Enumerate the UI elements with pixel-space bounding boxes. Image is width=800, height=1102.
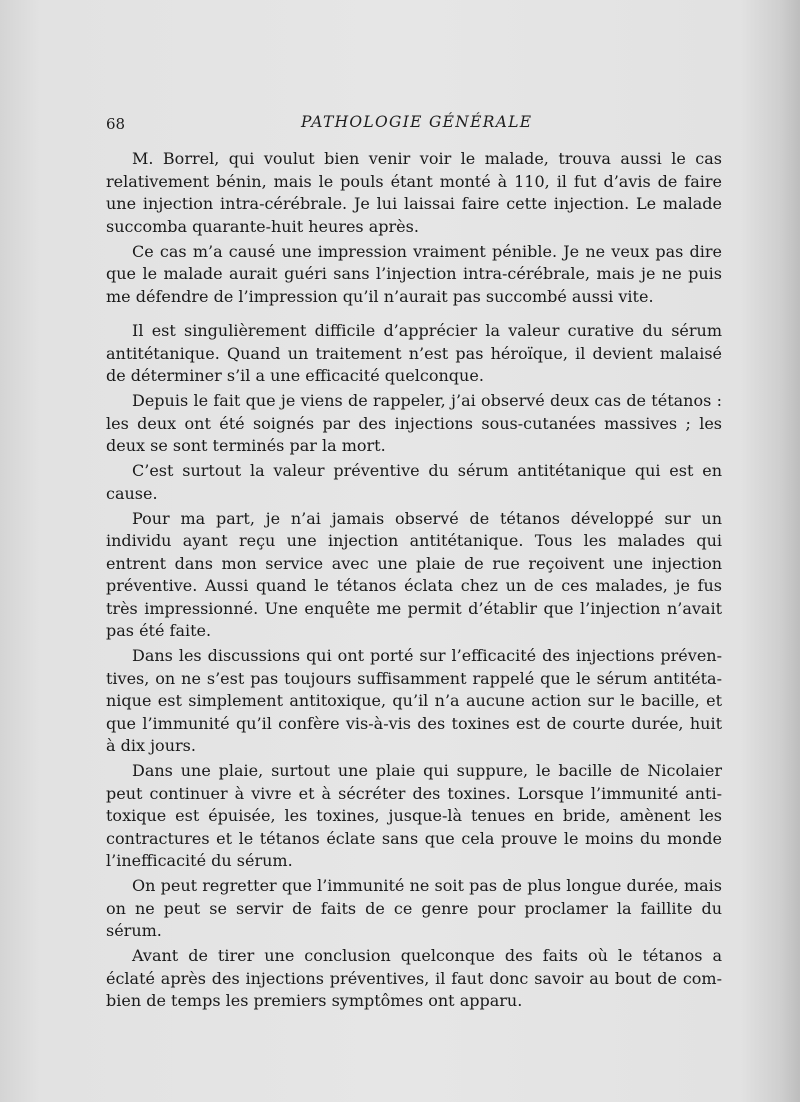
paragraph: Pour ma part, je n’ai jamais observé de tétanos développé sur un individu ayant reçu une injection antitétanique. Tous les malades qui entrent dans mon service avec une plaie de rue reçoivent une injection préventive. Aussi quand le tétanos éclata chez un de ces malades, je fus très impressionné. Une enquête me permit d’établir que l’injection n’avait pas été faite. (106, 508, 722, 640)
running-title: PATHOLOGIE GÉNÉRALE (301, 113, 533, 131)
paragraph: Avant de tirer une conclusion quelconque des faits où le tétanos a éclaté après des injections préventives, il faut donc savoir au bout de combien de temps les premiers symptômes ont apparu. (106, 946, 722, 1010)
paragraph: On peut regretter que l’immunité ne soit pas de plus longue durée, mais on ne peut se servir de faits de ce genre pour proclamer la faillite du sérum. (106, 876, 722, 940)
page-header (106, 113, 722, 137)
paragraph: Ce cas m’a causé une impression vraiment pénible. Je ne veux pas dire que le malade aurait guéri sans l’injection intra-cérébrale, mais je ne puis me défendre de l’impression qu’il n’aurait pas succombé aussi vite. (106, 241, 722, 306)
paragraph: Depuis le fait que je viens de rappeler, j’ai observé deux cas de tétanos : les deux ont été soignés par des injections sous-cutanées massives ; les deux se sont terminés par la mort. (106, 391, 722, 455)
paragraph: Dans les discussions qui ont porté sur l’efficacité des injections préventives, on ne s’est pas toujours suffisamment rappelé que le sérum antitétanique est simplement antitoxique, qu’il n’a aucune action sur le bacille, et que l’immunité qu’il confère vis-à-vis des toxines est de courte durée, huit à dix jours. (106, 646, 722, 755)
paragraph: C’est surtout la valeur préventive du sérum antitétanique qui est en cause. (106, 461, 722, 503)
paragraph: Il est singulièrement difficile d’apprécier la valeur curative du sérum antitétanique. Quand un traitement n’est pas héroïque, il devient malaisé de déterminer s’il a une efficacité quelconque. (106, 321, 722, 385)
page-number: 68 (106, 115, 126, 133)
body-text (106, 148, 722, 1015)
paragraph: M. Borrel, qui voulut bien venir voir le malade, trouva aussi le cas relativement bénin, mais le pouls étant monté à 110, il fut d’avis de faire une injection intra-cérébrale. Je lui laissai faire cette injection. Le malade succomba quarante-huit heures après. (106, 149, 722, 236)
paragraph: Dans une plaie, surtout une plaie qui suppure, le bacille de Nicolaier peut continuer à vivre et à sécréter des toxines. Lorsque l’immunité antitoxique est épuisée, les toxines, jusque-là tenues en bride, amènent les contractures et le tétanos éclate sans que cela prouve le moins du monde l’inefficacité du sérum. (106, 761, 722, 870)
